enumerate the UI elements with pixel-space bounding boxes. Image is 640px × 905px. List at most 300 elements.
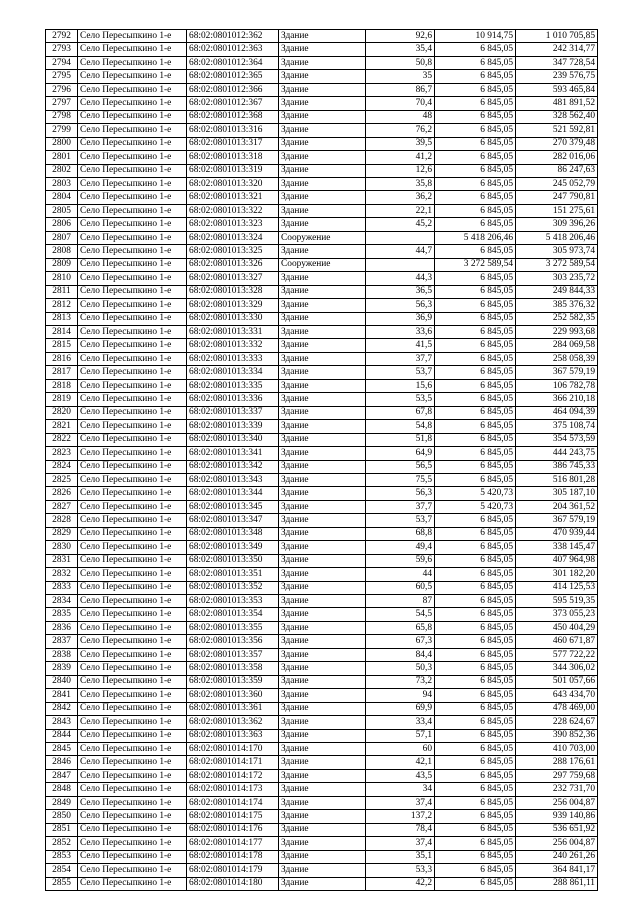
row-number: 2845 xyxy=(46,743,78,756)
cadastral-number-cell: 68:02:0801013:322 xyxy=(187,204,279,217)
table-row xyxy=(46,662,598,675)
row-number: 2807 xyxy=(46,231,78,244)
area-cell: 51,8 xyxy=(366,433,435,446)
locality-cell: Село Пересыпкино 1-е xyxy=(78,245,187,258)
cadastral-number-cell: 68:02:0801013:354 xyxy=(187,608,279,621)
table-row xyxy=(46,689,598,702)
specific-value-cell: 6 845,05 xyxy=(435,272,516,285)
locality-cell: Село Пересыпкино 1-е xyxy=(78,729,187,742)
specific-value-cell: 6 845,05 xyxy=(435,783,516,796)
area-cell: 36,2 xyxy=(366,191,435,204)
area-cell xyxy=(366,231,435,244)
row-number: 2808 xyxy=(46,245,78,258)
table-row xyxy=(46,581,598,594)
cadastral-value-cell: 577 722,22 xyxy=(516,648,598,661)
cadastral-value-cell: 301 182,20 xyxy=(516,568,598,581)
area-cell: 60,5 xyxy=(366,581,435,594)
object-type-cell: Здание xyxy=(279,568,366,581)
area-cell: 37,7 xyxy=(366,500,435,513)
locality-cell: Село Пересыпкино 1-е xyxy=(78,621,187,634)
specific-value-cell: 6 845,05 xyxy=(435,285,516,298)
row-number: 2793 xyxy=(46,43,78,56)
area-cell: 41,2 xyxy=(366,151,435,164)
cadastral-number-cell: 68:02:0801013:343 xyxy=(187,473,279,486)
locality-cell: Село Пересыпкино 1-е xyxy=(78,379,187,392)
object-type-cell: Здание xyxy=(279,352,366,365)
area-cell: 73,2 xyxy=(366,675,435,688)
table-row xyxy=(46,352,598,365)
cadastral-value-cell: 232 731,70 xyxy=(516,783,598,796)
area-cell: 44 xyxy=(366,568,435,581)
cadastral-value-cell: 460 671,87 xyxy=(516,635,598,648)
area-cell: 54,8 xyxy=(366,420,435,433)
area-cell: 36,9 xyxy=(366,312,435,325)
area-cell: 12,6 xyxy=(366,164,435,177)
cadastral-number-cell: 68:02:0801013:316 xyxy=(187,124,279,137)
row-number: 2835 xyxy=(46,608,78,621)
cadastral-value-cell: 303 235,72 xyxy=(516,272,598,285)
table-row xyxy=(46,756,598,769)
locality-cell: Село Пересыпкино 1-е xyxy=(78,420,187,433)
locality-cell: Село Пересыпкино 1-е xyxy=(78,191,187,204)
row-number: 2840 xyxy=(46,675,78,688)
locality-cell: Село Пересыпкино 1-е xyxy=(78,231,187,244)
locality-cell: Село Пересыпкино 1-е xyxy=(78,554,187,567)
area-cell: 15,6 xyxy=(366,379,435,392)
locality-cell: Село Пересыпкино 1-е xyxy=(78,56,187,69)
object-type-cell: Здание xyxy=(279,608,366,621)
table-row xyxy=(46,204,598,217)
object-type-cell: Здание xyxy=(279,635,366,648)
table-row xyxy=(46,621,598,634)
cadastral-value-cell: 229 993,68 xyxy=(516,325,598,338)
row-number: 2792 xyxy=(46,30,78,43)
specific-value-cell: 6 845,05 xyxy=(435,850,516,863)
row-number: 2804 xyxy=(46,191,78,204)
locality-cell: Село Пересыпкино 1-е xyxy=(78,595,187,608)
table-row xyxy=(46,191,598,204)
area-cell: 35 xyxy=(366,70,435,83)
object-type-cell: Здание xyxy=(279,756,366,769)
locality-cell: Село Пересыпкино 1-е xyxy=(78,204,187,217)
specific-value-cell: 3 272 589,54 xyxy=(435,258,516,271)
area-cell: 87 xyxy=(366,595,435,608)
locality-cell: Село Пересыпкино 1-е xyxy=(78,568,187,581)
table-row xyxy=(46,339,598,352)
cadastral-value-cell: 328 562,40 xyxy=(516,110,598,123)
object-type-cell: Здание xyxy=(279,124,366,137)
specific-value-cell: 6 845,05 xyxy=(435,83,516,96)
row-number: 2853 xyxy=(46,850,78,863)
specific-value-cell: 6 845,05 xyxy=(435,581,516,594)
cadastral-value-cell: 5 418 206,46 xyxy=(516,231,598,244)
table-row xyxy=(46,864,598,877)
cadastral-number-cell: 68:02:0801012:364 xyxy=(187,56,279,69)
locality-cell: Село Пересыпкино 1-е xyxy=(78,83,187,96)
table-row xyxy=(46,218,598,231)
specific-value-cell: 6 845,05 xyxy=(435,796,516,809)
row-number: 2854 xyxy=(46,864,78,877)
cadastral-number-cell: 68:02:0801014:172 xyxy=(187,769,279,782)
cadastral-value-cell: 375 108,74 xyxy=(516,420,598,433)
locality-cell: Село Пересыпкино 1-е xyxy=(78,312,187,325)
locality-cell: Село Пересыпкино 1-е xyxy=(78,447,187,460)
object-type-cell: Здание xyxy=(279,527,366,540)
object-type-cell: Здание xyxy=(279,662,366,675)
row-number: 2833 xyxy=(46,581,78,594)
object-type-cell: Здание xyxy=(279,783,366,796)
table-row xyxy=(46,595,598,608)
table-row xyxy=(46,272,598,285)
locality-cell: Село Пересыпкино 1-е xyxy=(78,137,187,150)
table-row xyxy=(46,30,598,43)
cadastral-number-cell: 68:02:0801013:324 xyxy=(187,231,279,244)
table-row xyxy=(46,608,598,621)
specific-value-cell: 6 845,05 xyxy=(435,756,516,769)
cadastral-number-cell: 68:02:0801013:337 xyxy=(187,406,279,419)
object-type-cell: Здание xyxy=(279,554,366,567)
row-number: 2809 xyxy=(46,258,78,271)
locality-cell: Село Пересыпкино 1-е xyxy=(78,864,187,877)
table-row xyxy=(46,716,598,729)
locality-cell: Село Пересыпкино 1-е xyxy=(78,608,187,621)
row-number: 2822 xyxy=(46,433,78,446)
cadastral-value-cell: 249 844,33 xyxy=(516,285,598,298)
locality-cell: Село Пересыпкино 1-е xyxy=(78,877,187,890)
locality-cell: Село Пересыпкино 1-е xyxy=(78,635,187,648)
cadastral-value-cell: 595 519,35 xyxy=(516,595,598,608)
cadastral-value-cell: 240 261,26 xyxy=(516,850,598,863)
object-type-cell: Здание xyxy=(279,97,366,110)
area-cell: 94 xyxy=(366,689,435,702)
cadastral-number-cell: 68:02:0801013:352 xyxy=(187,581,279,594)
row-number: 2799 xyxy=(46,124,78,137)
table-row xyxy=(46,837,598,850)
locality-cell: Село Пересыпкино 1-е xyxy=(78,716,187,729)
area-cell: 54,5 xyxy=(366,608,435,621)
row-number: 2796 xyxy=(46,83,78,96)
area-cell: 42,1 xyxy=(366,756,435,769)
row-number: 2816 xyxy=(46,352,78,365)
specific-value-cell: 6 845,05 xyxy=(435,554,516,567)
cadastral-number-cell: 68:02:0801012:368 xyxy=(187,110,279,123)
cadastral-value-cell: 643 434,70 xyxy=(516,689,598,702)
area-cell: 43,5 xyxy=(366,769,435,782)
cadastral-number-cell: 68:02:0801013:359 xyxy=(187,675,279,688)
object-type-cell: Здание xyxy=(279,420,366,433)
table-row xyxy=(46,56,598,69)
specific-value-cell: 6 845,05 xyxy=(435,393,516,406)
specific-value-cell: 6 845,05 xyxy=(435,177,516,190)
area-cell: 68,8 xyxy=(366,527,435,540)
locality-cell: Село Пересыпкино 1-е xyxy=(78,460,187,473)
cadastral-number-cell: 68:02:0801013:340 xyxy=(187,433,279,446)
cadastral-value-cell: 242 314,77 xyxy=(516,43,598,56)
cadastral-value-cell: 1 010 705,85 xyxy=(516,30,598,43)
cadastral-number-cell: 68:02:0801013:329 xyxy=(187,299,279,312)
table-row xyxy=(46,110,598,123)
cadastral-value-cell: 373 055,23 xyxy=(516,608,598,621)
row-number: 2831 xyxy=(46,554,78,567)
row-number: 2824 xyxy=(46,460,78,473)
table-row xyxy=(46,312,598,325)
cadastral-number-cell: 68:02:0801013:341 xyxy=(187,447,279,460)
row-number: 2815 xyxy=(46,339,78,352)
specific-value-cell: 6 845,05 xyxy=(435,743,516,756)
locality-cell: Село Пересыпкино 1-е xyxy=(78,837,187,850)
cadastral-number-cell: 68:02:0801013:325 xyxy=(187,245,279,258)
specific-value-cell: 6 845,05 xyxy=(435,514,516,527)
cadastral-number-cell: 68:02:0801013:355 xyxy=(187,621,279,634)
cadastral-value-cell: 450 404,29 xyxy=(516,621,598,634)
area-cell: 53,7 xyxy=(366,514,435,527)
area-cell: 50,8 xyxy=(366,56,435,69)
specific-value-cell: 6 845,05 xyxy=(435,568,516,581)
cadastral-value-cell: 247 790,81 xyxy=(516,191,598,204)
area-cell: 86,7 xyxy=(366,83,435,96)
row-number: 2839 xyxy=(46,662,78,675)
object-type-cell: Здание xyxy=(279,272,366,285)
table-row xyxy=(46,729,598,742)
specific-value-cell: 6 845,05 xyxy=(435,837,516,850)
object-type-cell: Здание xyxy=(279,473,366,486)
object-type-cell: Здание xyxy=(279,56,366,69)
specific-value-cell: 6 845,05 xyxy=(435,406,516,419)
object-type-cell: Здание xyxy=(279,769,366,782)
specific-value-cell: 6 845,05 xyxy=(435,325,516,338)
area-cell: 35,8 xyxy=(366,177,435,190)
object-type-cell: Здание xyxy=(279,864,366,877)
area-cell: 53,3 xyxy=(366,864,435,877)
cadastral-number-cell: 68:02:0801013:339 xyxy=(187,420,279,433)
locality-cell: Село Пересыпкино 1-е xyxy=(78,433,187,446)
specific-value-cell: 6 845,05 xyxy=(435,164,516,177)
cadastral-value-cell: 338 145,47 xyxy=(516,541,598,554)
table-row xyxy=(46,379,598,392)
object-type-cell: Здание xyxy=(279,325,366,338)
area-cell: 33,6 xyxy=(366,325,435,338)
cadastral-number-cell: 68:02:0801013:351 xyxy=(187,568,279,581)
table-row xyxy=(46,783,598,796)
specific-value-cell: 6 845,05 xyxy=(435,675,516,688)
cadastral-value-cell: 228 624,67 xyxy=(516,716,598,729)
object-type-cell: Здание xyxy=(279,729,366,742)
table-row xyxy=(46,258,598,271)
locality-cell: Село Пересыпкино 1-е xyxy=(78,177,187,190)
row-number: 2820 xyxy=(46,406,78,419)
cadastral-number-cell: 68:02:0801013:362 xyxy=(187,716,279,729)
cadastral-number-cell: 68:02:0801013:333 xyxy=(187,352,279,365)
cadastral-value-cell: 414 125,53 xyxy=(516,581,598,594)
row-number: 2801 xyxy=(46,151,78,164)
table-row xyxy=(46,568,598,581)
table-row xyxy=(46,743,598,756)
cadastral-value-cell: 354 573,59 xyxy=(516,433,598,446)
specific-value-cell: 6 845,05 xyxy=(435,43,516,56)
area-cell: 92,6 xyxy=(366,30,435,43)
locality-cell: Село Пересыпкино 1-е xyxy=(78,299,187,312)
object-type-cell: Здание xyxy=(279,621,366,634)
object-type-cell: Здание xyxy=(279,810,366,823)
locality-cell: Село Пересыпкино 1-е xyxy=(78,218,187,231)
cadastral-number-cell: 68:02:0801013:319 xyxy=(187,164,279,177)
area-cell: 35,4 xyxy=(366,43,435,56)
area-cell: 50,3 xyxy=(366,662,435,675)
row-number: 2818 xyxy=(46,379,78,392)
object-type-cell: Здание xyxy=(279,285,366,298)
area-cell: 44,7 xyxy=(366,245,435,258)
cadastral-value-cell: 282 016,06 xyxy=(516,151,598,164)
object-type-cell: Здание xyxy=(279,110,366,123)
specific-value-cell: 6 845,05 xyxy=(435,137,516,150)
specific-value-cell: 6 845,05 xyxy=(435,151,516,164)
cadastral-number-cell: 68:02:0801012:365 xyxy=(187,70,279,83)
cadastral-number-cell: 68:02:0801014:177 xyxy=(187,837,279,850)
row-number: 2800 xyxy=(46,137,78,150)
cadastral-number-cell: 68:02:0801013:326 xyxy=(187,258,279,271)
cadastral-number-cell: 68:02:0801013:353 xyxy=(187,595,279,608)
cadastral-value-cell: 367 579,19 xyxy=(516,366,598,379)
cadastral-value-cell: 284 069,58 xyxy=(516,339,598,352)
object-type-cell: Здание xyxy=(279,218,366,231)
specific-value-cell: 6 845,05 xyxy=(435,527,516,540)
cadastral-value-cell: 305 973,74 xyxy=(516,245,598,258)
object-type-cell: Здание xyxy=(279,177,366,190)
cadastral-value-cell: 410 703,00 xyxy=(516,743,598,756)
object-type-cell: Здание xyxy=(279,541,366,554)
cadastral-number-cell: 68:02:0801013:334 xyxy=(187,366,279,379)
row-number: 2813 xyxy=(46,312,78,325)
object-type-cell: Здание xyxy=(279,689,366,702)
area-cell: 75,5 xyxy=(366,473,435,486)
object-type-cell: Здание xyxy=(279,312,366,325)
object-type-cell: Здание xyxy=(279,366,366,379)
cadastral-value-cell: 939 140,86 xyxy=(516,810,598,823)
cadastral-value-cell: 258 058,39 xyxy=(516,352,598,365)
locality-cell: Село Пересыпкино 1-е xyxy=(78,783,187,796)
cadastral-value-cell: 297 759,68 xyxy=(516,769,598,782)
row-number: 2834 xyxy=(46,595,78,608)
locality-cell: Село Пересыпкино 1-е xyxy=(78,110,187,123)
cadastral-value-cell: 252 582,35 xyxy=(516,312,598,325)
row-number: 2806 xyxy=(46,218,78,231)
specific-value-cell: 6 845,05 xyxy=(435,433,516,446)
area-cell: 56,3 xyxy=(366,487,435,500)
cadastral-number-cell: 68:02:0801014:180 xyxy=(187,877,279,890)
cadastral-value-cell: 470 939,44 xyxy=(516,527,598,540)
locality-cell: Село Пересыпкино 1-е xyxy=(78,473,187,486)
locality-cell: Село Пересыпкино 1-е xyxy=(78,30,187,43)
specific-value-cell: 6 845,05 xyxy=(435,460,516,473)
object-type-cell: Здание xyxy=(279,151,366,164)
table-row xyxy=(46,83,598,96)
cadastral-value-cell: 367 579,19 xyxy=(516,514,598,527)
specific-value-cell: 6 845,05 xyxy=(435,245,516,258)
cadastral-value-cell: 151 275,61 xyxy=(516,204,598,217)
table-row xyxy=(46,769,598,782)
cadastral-number-cell: 68:02:0801012:363 xyxy=(187,43,279,56)
row-number: 2814 xyxy=(46,325,78,338)
table-row xyxy=(46,70,598,83)
cadastral-number-cell: 68:02:0801013:360 xyxy=(187,689,279,702)
area-cell: 56,5 xyxy=(366,460,435,473)
cadastral-value-cell: 364 841,17 xyxy=(516,864,598,877)
cadastral-number-cell: 68:02:0801013:331 xyxy=(187,325,279,338)
row-number: 2805 xyxy=(46,204,78,217)
table-row xyxy=(46,164,598,177)
row-number: 2855 xyxy=(46,877,78,890)
specific-value-cell: 6 845,05 xyxy=(435,110,516,123)
area-cell: 44,3 xyxy=(366,272,435,285)
row-number: 2827 xyxy=(46,500,78,513)
table-row xyxy=(46,554,598,567)
cadastral-value-cell: 239 576,75 xyxy=(516,70,598,83)
cadastral-value-cell: 288 176,61 xyxy=(516,756,598,769)
table-row xyxy=(46,810,598,823)
table-row xyxy=(46,245,598,258)
cadastral-value-cell: 270 379,48 xyxy=(516,137,598,150)
table-row xyxy=(46,487,598,500)
specific-value-cell: 6 845,05 xyxy=(435,541,516,554)
locality-cell: Село Пересыпкино 1-е xyxy=(78,97,187,110)
row-number: 2842 xyxy=(46,702,78,715)
specific-value-cell: 6 845,05 xyxy=(435,447,516,460)
locality-cell: Село Пересыпкино 1-е xyxy=(78,500,187,513)
cadastral-number-cell: 68:02:0801014:174 xyxy=(187,796,279,809)
cadastral-number-cell: 68:02:0801013:327 xyxy=(187,272,279,285)
row-number: 2811 xyxy=(46,285,78,298)
area-cell: 84,4 xyxy=(366,648,435,661)
table-row xyxy=(46,97,598,110)
cadastral-value-cell: 521 592,81 xyxy=(516,124,598,137)
cadastral-value-cell: 309 396,26 xyxy=(516,218,598,231)
area-cell: 59,6 xyxy=(366,554,435,567)
row-number: 2795 xyxy=(46,70,78,83)
object-type-cell: Здание xyxy=(279,406,366,419)
locality-cell: Село Пересыпкино 1-е xyxy=(78,662,187,675)
cadastral-number-cell: 68:02:0801013:361 xyxy=(187,702,279,715)
cadastral-value-cell: 481 891,52 xyxy=(516,97,598,110)
row-number: 2836 xyxy=(46,621,78,634)
table-row xyxy=(46,285,598,298)
locality-cell: Село Пересыпкино 1-е xyxy=(78,325,187,338)
table-row xyxy=(46,124,598,137)
row-number: 2837 xyxy=(46,635,78,648)
area-cell: 70,4 xyxy=(366,97,435,110)
cadastral-number-cell: 68:02:0801013:345 xyxy=(187,500,279,513)
locality-cell: Село Пересыпкино 1-е xyxy=(78,352,187,365)
locality-cell: Село Пересыпкино 1-е xyxy=(78,151,187,164)
object-type-cell: Здание xyxy=(279,433,366,446)
locality-cell: Село Пересыпкино 1-е xyxy=(78,514,187,527)
area-cell xyxy=(366,258,435,271)
specific-value-cell: 10 914,75 xyxy=(435,30,516,43)
row-number: 2850 xyxy=(46,810,78,823)
table-row xyxy=(46,177,598,190)
specific-value-cell: 6 845,05 xyxy=(435,124,516,137)
area-cell: 76,2 xyxy=(366,124,435,137)
specific-value-cell: 6 845,05 xyxy=(435,299,516,312)
locality-cell: Село Пересыпкино 1-е xyxy=(78,487,187,500)
row-number: 2849 xyxy=(46,796,78,809)
row-number: 2798 xyxy=(46,110,78,123)
area-cell: 67,3 xyxy=(366,635,435,648)
cadastral-number-cell: 68:02:0801013:318 xyxy=(187,151,279,164)
table-row xyxy=(46,393,598,406)
specific-value-cell: 5 418 206,46 xyxy=(435,231,516,244)
table-row xyxy=(46,541,598,554)
cadastral-value-cell: 464 094,39 xyxy=(516,406,598,419)
